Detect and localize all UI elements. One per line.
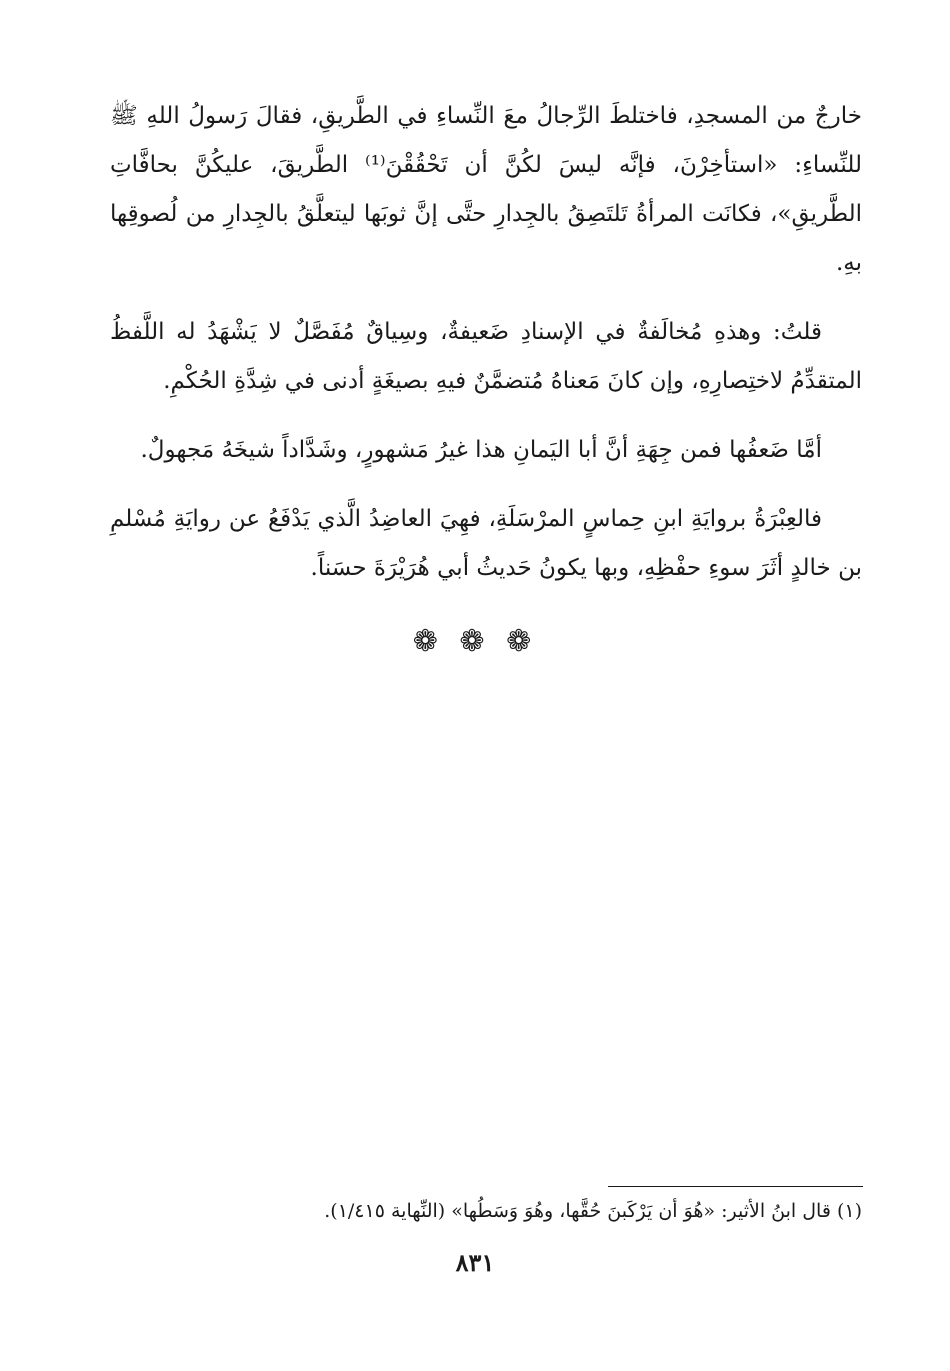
section-ornament: ❁ ❁ ❁ [412, 624, 538, 659]
main-text-block [110, 92, 862, 613]
page-number: ٨٣١ [455, 1248, 495, 1277]
paragraph-3: أمَّا ضَعفُها فمن جِهَةِ أنَّ أبا اليَمانِ هذا غيرُ مَشهورٍ، وشَدَّاداً شيخَهُ مَجهولٌ. [140, 437, 822, 463]
footnote-1: (١) قال ابنُ الأثير: «هُوَ أن يَرْكَبنَ حُقَّها، وهُوَ وَسَطُها» (النِّهاية ١/٤١٥). [324, 1200, 862, 1222]
paragraph-1: خارجٌ من المسجدِ، فاختلطَ الرِّجالُ معَ النِّساءِ في الطَّريقِ، فقالَ رَسولُ اللهِ ﷺ للنِّساءِ: «استأخِرْنَ، فإنَّه ليسَ لكُنَّ أن تَحْقُقْنَ⁽¹⁾ الطَّريقَ، عليكُنَّ بحافَّاتِ الطَّريقِ»، فكانَت المرأةُ تَلتَصِقُ بالجِدارِ حتَّى إنَّ ثوبَها ليتعلَّقُ بالجِدارِ من لُصوقِها بهِ. [110, 103, 862, 276]
paragraph-4: فالعِبْرَةُ بروايَةِ ابنِ حِماسٍ المرْسَلَةِ، فهِيَ العاضِدُ الَّذي يَدْفَعُ عن روايَةِ مُسْلمِ بن خالدٍ أثَرَ سوءِ حفْظِهِ، وبها يكونُ حَديثُ أبي هُرَيْرَةَ حسَناً. [110, 506, 862, 581]
footnote-divider [608, 1186, 863, 1187]
paragraph-2: قلتُ: وهذهِ مُخالَفةٌ في الإسنادِ ضَعيفةٌ، وسِياقٌ مُفَصَّلٌ لا يَشْهَدُ له اللَّفظُ المتقدِّمُ لاختِصارِهِ، وإن كانَ مَعناهُ مُتضمَّنٌ فيهِ بصيغَةٍ أدنى في شِدَّةِ الحُكْمِ. [110, 319, 862, 394]
